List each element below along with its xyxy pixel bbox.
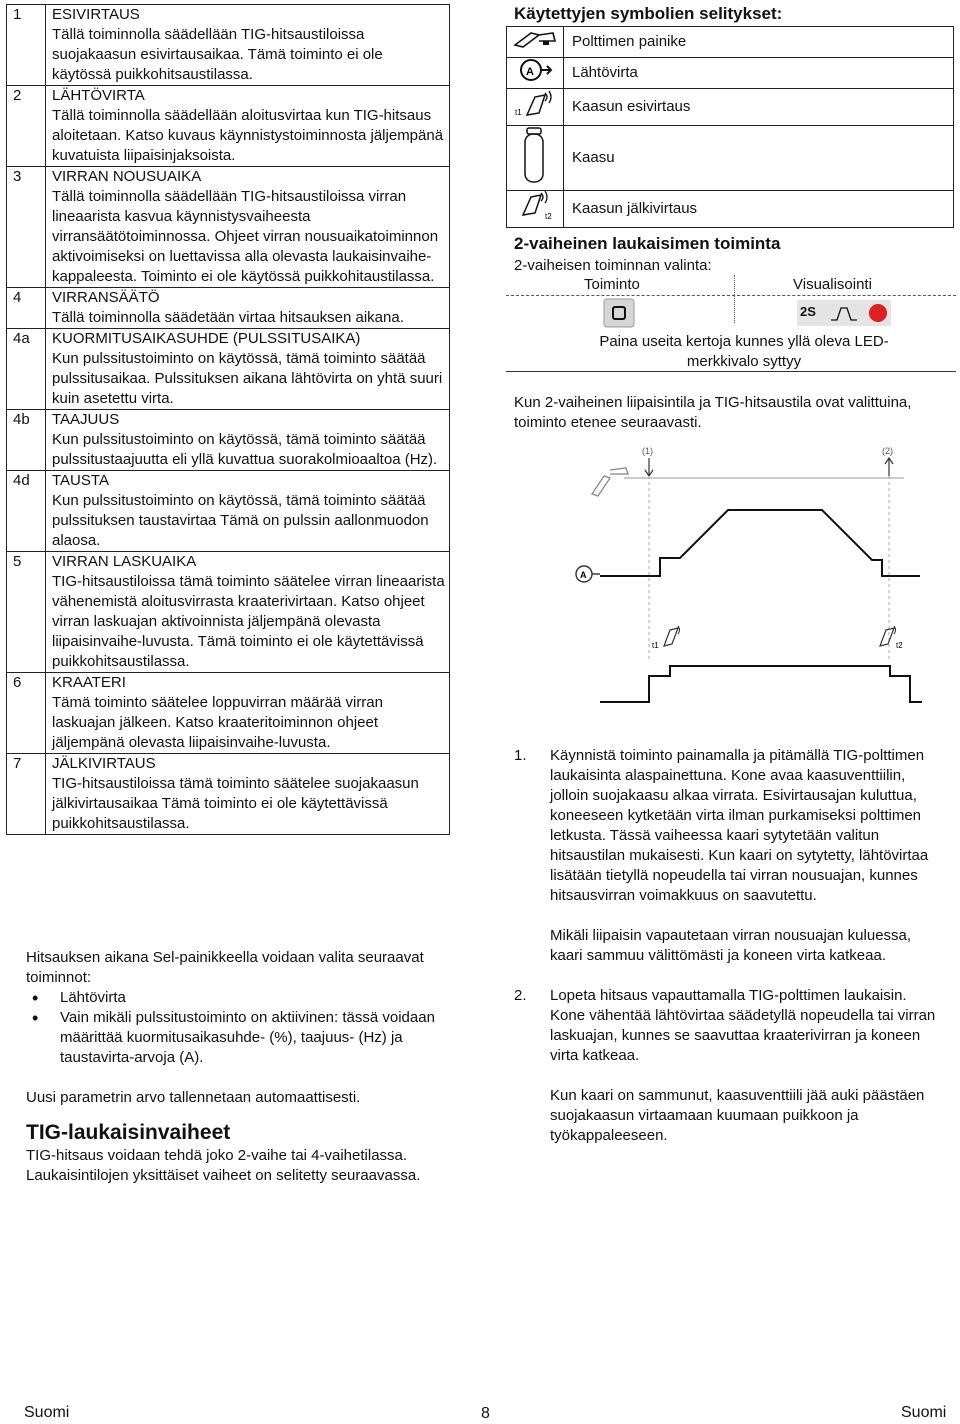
- step-item: [514, 746, 944, 966]
- function-number: 2: [7, 86, 46, 167]
- function-description: TIG-hitsaustiloissa tämä toiminto säätelee suojakaasun jälkivirtausaikaa Tämä toiminto ei ole käytettävissä puikkohitsaustilassa.: [52, 775, 419, 832]
- symbol-label: Kaasu: [564, 126, 954, 191]
- function-description: Tällä toiminnolla säädellään TIG-hitsaustiloissa virran lineaarista kasvua käynnistysvaiheesta virransäätötoiminnossa. Ohjeet virran nousuaikatoiminnon aktivoimiseksi on luettavissa alla olevasta laukaisinvaihe- kappaleesta. Toiminto ei ole käytössä puikkohitaustilassa.: [52, 188, 439, 285]
- symbol-row: [507, 191, 954, 228]
- marker-2: (2): [882, 446, 893, 456]
- step-number: 2.: [514, 987, 527, 1004]
- press-arrow: [645, 458, 653, 476]
- gas-postflow-icon: [507, 191, 564, 228]
- footer-lang-left: Suomi: [24, 1404, 70, 1421]
- function-title: ESIVIRTAUS: [52, 6, 140, 23]
- twostep-note: Paina useita kertoja kunnes yllä oleva LED-merkkivalo syttyy: [599, 333, 889, 370]
- t2-label: t2: [896, 641, 903, 650]
- step-text: Lopeta hitsaus vapauttamalla TIG-polttimen laukaisin. Kone vähentää lähtövirtaa säädetyllä nopeudella tai virran laskuajan, kunnes se saavuttaa kraaterivirran ja koneen virta katkeaa.: [550, 987, 936, 1064]
- step-item: [514, 986, 944, 1146]
- svg-text:A: A: [580, 570, 587, 580]
- function-body: [46, 754, 450, 835]
- release-arrow: [885, 458, 893, 476]
- symbol-label: Kaasun esivirtaus: [564, 89, 954, 126]
- tig-text: TIG-hitsaus voidaan tehdä joko 2-vaihe tai 4-vaihetilassa. Laukaisintilojen yksittäiset vaiheet on selitetty seuraavassa.: [26, 1147, 421, 1184]
- function-row: [7, 329, 450, 410]
- output-current-icon: [507, 58, 564, 89]
- output-current-icon: [576, 566, 600, 582]
- torch-trigger-icon: [507, 27, 564, 58]
- mode-badge: 2S: [800, 304, 816, 319]
- function-description: TIG-hitsaustiloissa tämä toiminto säätelee virran lineaarista vähenemistä aloitusvirrasta kraaterivirtaan. Katso ohjeet virran laskuajan aktivoinnista jäljempänä olevasta liipaisinvaihe-luvusta. Tämä toiminto ei ole käytettävissä puikkohitsaustilassa.: [52, 573, 445, 670]
- function-row: [7, 552, 450, 673]
- function-description: Kun pulssitustoiminto on käytössä, tämä toiminto säätää pulssituksen taustavirtaa Tämä on pulssin aallonmuodon alaosa.: [52, 492, 429, 549]
- current-curve: [600, 510, 920, 576]
- symbols-heading: Käytettyjen symbolien selitykset:: [514, 4, 783, 23]
- torch-trigger-icon: [592, 468, 628, 496]
- function-number: 6: [7, 673, 46, 754]
- twostep-sub: 2-vaiheisen toiminnan valinta:: [514, 257, 712, 274]
- function-row: [7, 673, 450, 754]
- symbol-row: [507, 126, 954, 191]
- gas-preflow-icon: [507, 89, 564, 126]
- function-number: 5: [7, 552, 46, 673]
- sel-item: • Lähtövirta: [26, 988, 436, 1008]
- function-row: [7, 754, 450, 835]
- function-table: [6, 4, 450, 835]
- col-visual: Visualisointi: [793, 276, 872, 293]
- function-body: [46, 86, 450, 167]
- function-description: Kun pulssitustoiminto on käytössä, tämä toiminto säätää pulssitustaajuutta eli yllä kuvattua suorakolmioaaltoa (Hz).: [52, 431, 438, 468]
- function-body: [46, 329, 450, 410]
- function-body: [46, 673, 450, 754]
- function-number: 4d: [7, 471, 46, 552]
- step-text: Käynnistä toiminto painamalla ja pitämällä TIG-polttimen laukaisinta alaspainettuna. Kone avaa kaasuventtiilin, jolloin suojakaasu alkaa virrata. Esivirtausajan kuluttua, koneeseen kytketään virta ilman purkamiseksi polttimen letkusta. Tässä vaiheessa kaari sytytetään valitun hitsaustilan mukaisesti. Kun kaari on sytytetty, lähtövirtaa lisätään tietyllä nopeudella tai virran nousuajan, kunnes hitsausvirran voimakkuus on saavutettu.: [550, 747, 929, 904]
- function-title: KUORMITUSAIKASUHDE (PULSSITUSAIKA): [52, 330, 361, 347]
- function-number: 1: [7, 5, 46, 86]
- function-body: [46, 5, 450, 86]
- col-function: Toiminto: [584, 276, 640, 293]
- function-title: LÄHTÖVIRTA: [52, 87, 145, 104]
- function-body: [46, 410, 450, 471]
- sequence-intro: Kun 2-vaiheinen liipaisintila ja TIG-hitsaustila ovat valittuina, toiminto etenee seuraavasti.: [514, 394, 912, 431]
- function-row: [7, 5, 450, 86]
- step-number: 1.: [514, 747, 527, 764]
- symbols-table: [506, 26, 954, 228]
- step-text: Mikäli liipaisin vapautetaan virran nousuajan kuluessa, kaari sammuu välittömästi ja koneen virta katkeaa.: [550, 927, 912, 964]
- function-body: [46, 167, 450, 288]
- function-row: [7, 410, 450, 471]
- divider: [506, 371, 956, 372]
- function-description: Tällä toiminnolla säädellään aloitusvirtaa kun TIG-hitsaus aloitetaan. Katso kuvaus käynnistystoiminnosta jäljempänä kuvatuista liipaisinjaksoista.: [52, 107, 444, 164]
- sel-item: • Vain mikäli pulssitustoiminto on aktiivinen: tässä voidaan määrittää kuormitusaikasuhde- (%), taajuus- (Hz) ja taustavirta-arvoja (A).: [26, 1008, 436, 1068]
- function-row: [7, 86, 450, 167]
- gas-cylinder-icon: [507, 126, 564, 191]
- divider: [734, 275, 735, 323]
- symbol-row: [507, 58, 954, 89]
- function-body: [46, 471, 450, 552]
- timing-diagram: [560, 440, 932, 725]
- footer-lang-right: Suomi: [901, 1404, 947, 1421]
- function-number: 4: [7, 288, 46, 329]
- function-row: [7, 471, 450, 552]
- function-title: VIRRAN LASKUAIKA: [52, 553, 197, 570]
- twostep-heading: 2-vaiheinen laukaisimen toiminta: [514, 234, 781, 253]
- t1-label: t1: [652, 641, 659, 650]
- function-title: VIRRAN NOUSUAIKA: [52, 168, 202, 185]
- select-button-icon[interactable]: [603, 298, 635, 328]
- function-description: Tällä toiminnolla säädellään TIG-hitsaustiloissa suojakaasun esivirtausaikaa. Tämä toiminto ei ole käytössä puikkohitsaustilassa.: [52, 26, 383, 83]
- svg-text:A: A: [526, 66, 534, 78]
- sel-list: [26, 988, 436, 1068]
- symbol-label: Lähtövirta: [564, 58, 954, 89]
- function-number: 4a: [7, 329, 46, 410]
- marker-1: (1): [642, 446, 653, 456]
- function-body: [46, 552, 450, 673]
- gas-preflow-icon: [664, 626, 680, 646]
- function-title: KRAATERI: [52, 674, 126, 691]
- function-description: Kun pulssitustoiminto on käytössä, tämä toiminto säätää pulssitusaikaa. Pulssituksen aikana lähtövirta on yhtä suuri kuin asetettu virta.: [52, 350, 443, 407]
- function-description: Tämä toiminto säätelee loppuvirran määrää virran laskuajan jälkeen. Katso kraateritoiminnon ohjeet jäljempänä olevasta liipaisinvaihe-luvusta.: [52, 694, 383, 751]
- function-body: [46, 288, 450, 329]
- symbol-row: [507, 27, 954, 58]
- page-number: 8: [481, 1405, 490, 1422]
- tig-heading: TIG-laukaisinvaiheet: [26, 1121, 231, 1144]
- pulse-icon: [829, 304, 859, 322]
- symbol-label: Polttimen painike: [564, 27, 954, 58]
- symbol-row: [507, 89, 954, 126]
- autosave-note: Uusi parametrin arvo tallennetaan automaattisesti.: [26, 1089, 361, 1106]
- function-number: 7: [7, 754, 46, 835]
- function-row: [7, 167, 450, 288]
- sel-section: [26, 948, 436, 1186]
- function-number: 3: [7, 167, 46, 288]
- function-row: [7, 288, 450, 329]
- symbol-label: Kaasun jälkivirtaus: [564, 191, 954, 228]
- function-number: 4b: [7, 410, 46, 471]
- gas-postflow-icon: [880, 626, 896, 646]
- led-indicator: [869, 304, 887, 322]
- gas-curve: [600, 666, 922, 702]
- function-title: VIRRANSÄÄTÖ: [52, 289, 160, 306]
- steps: [514, 746, 944, 1146]
- function-title: TAUSTA: [52, 472, 109, 489]
- t1-label: t1: [515, 108, 522, 117]
- function-description: Tällä toiminnolla säädetään virtaa hitsauksen aikana.: [52, 309, 404, 326]
- divider: [506, 295, 956, 296]
- function-title: JÄLKIVIRTAUS: [52, 755, 156, 772]
- led-visual: [797, 300, 891, 326]
- sel-intro: Hitsauksen aikana Sel-painikkeella voidaan valita seuraavat toiminnot:: [26, 949, 424, 986]
- function-title: TAAJUUS: [52, 411, 120, 428]
- step-text: Kun kaari on sammunut, kaasuventtiili jää auki päästäen suojakaasun virtaamaan kuumaan puikkoon ja työkappaleeseen.: [550, 1087, 925, 1144]
- t2-label: t2: [545, 212, 552, 221]
